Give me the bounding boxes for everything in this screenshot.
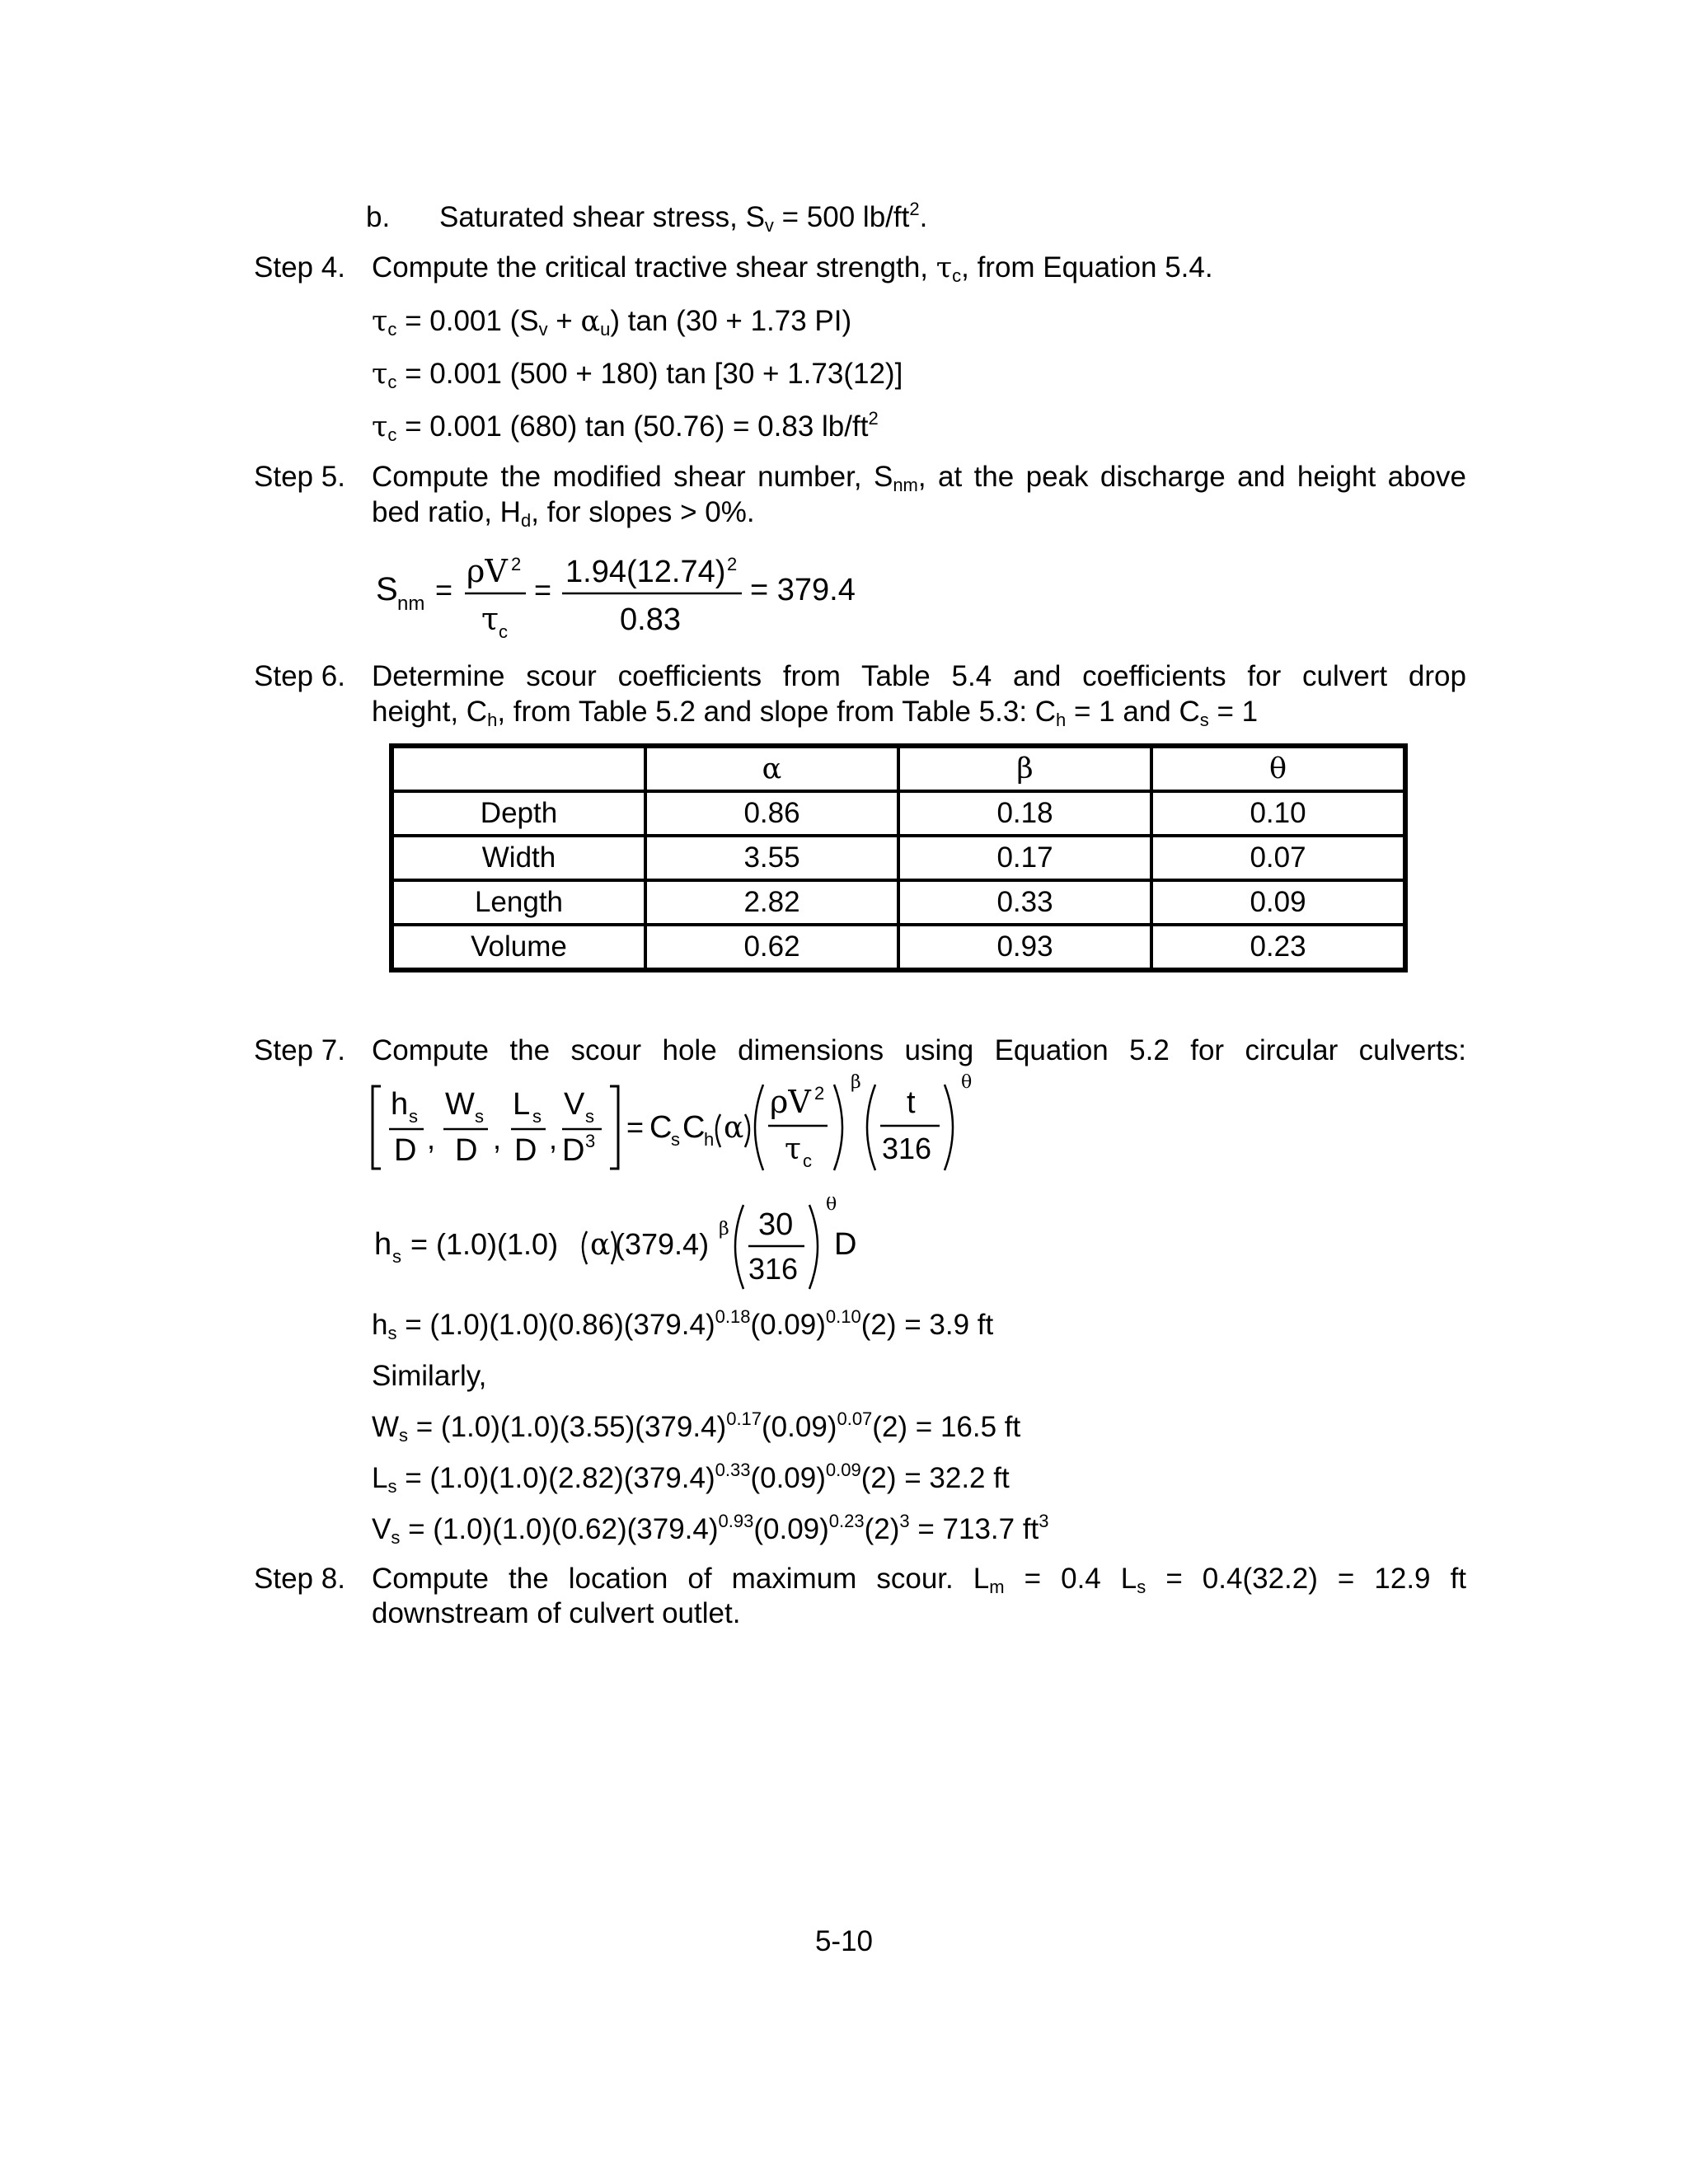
eq-comma-1: ,: [427, 1122, 436, 1155]
table-cell: 0.86: [645, 791, 898, 836]
step8-text-line-1: Compute the location of maximum scour. $L_m = 0.4$ $L_s = 0.4(32.2) = 12.9$ ft: [372, 1563, 1467, 1597]
eq-left-bracket: [373, 1086, 381, 1169]
table-cell: 2.82: [645, 880, 898, 925]
item-b-text: Saturated shear stress, $S_v = 500$ $lb/ft^2$.: [439, 199, 928, 236]
eq-hs-val: (379.4): [615, 1227, 710, 1261]
vs-calculation: $V_s = (1.0)(1.0)(0.62)(379.4)^{0.93}(0.09)^{0.23}(2)^3 = 713.7$ $ft^3$: [372, 1511, 1049, 1548]
step4-label: Step 4.: [254, 251, 345, 284]
ls-calculation: $L_s = (1.0)(1.0)(2.82)(379.4)^{0.33}(0.09)^{0.09}(2) = 32.2$ ft: [372, 1460, 1010, 1497]
table-cell: 0.23: [1151, 925, 1404, 969]
eq-c2-sub: h: [704, 1129, 715, 1150]
eq-theta: θ: [961, 1072, 973, 1093]
eq-hs-mid: = (1.0)(1.0): [410, 1227, 559, 1261]
eq-snm-lhs: S: [376, 571, 398, 607]
table-cell: 0.33: [898, 880, 1151, 925]
table-cell: 0.18: [898, 791, 1151, 836]
eq-snm-den2: 0.83: [620, 602, 681, 637]
page-number: 5-10: [814, 1925, 874, 1957]
hs-calculation: $h_s = (1.0)(1.0)(0.86)(379.4)^{0.18}(0.09)^{0.10}(2) = 3.9$ ft: [372, 1306, 994, 1343]
step5-label: Step 5.: [254, 461, 345, 493]
table-cell: 0.62: [645, 925, 898, 969]
step4-text: Compute the critical tractive shear strength, $\tau_c$, from Equation 5.4.: [372, 251, 1213, 286]
eq-snm-den1: τ: [481, 601, 499, 637]
similarly-text: Similarly,: [372, 1360, 487, 1392]
eq-v: V: [564, 1087, 585, 1122]
step6-text-line-2: height, $C_h$, from Table 5.2 and slope from Table 5.3: $C_h = 1$ and $C_s = 1$: [372, 696, 1259, 730]
eq-hs-lhs-sub: s: [392, 1246, 401, 1267]
eq-snm-equals-2: =: [534, 573, 552, 607]
eq-tau: τ: [785, 1132, 801, 1166]
table-cell: 3.55: [645, 836, 898, 880]
eq-snm-num2: 1.94(12.74): [565, 555, 726, 589]
table-cell: 0.93: [898, 925, 1151, 969]
step4-equation-3: $\tau_c = 0.001$ (680) tan (50.76) = 0.83 $lb/ft^2$: [372, 408, 879, 445]
table-cell: 0.17: [898, 836, 1151, 880]
eq-snm-den1-sub: c: [499, 621, 508, 642]
table-header-theta: θ: [1151, 747, 1404, 791]
eq-rhov-sup: 2: [814, 1083, 825, 1104]
eq-l-sub: s: [532, 1106, 542, 1127]
eq-snm-num1: ρV: [467, 553, 508, 589]
eq-hs-beta: β: [719, 1219, 729, 1240]
eq-w-sub: s: [475, 1106, 484, 1127]
table-cell: Depth: [392, 791, 645, 836]
table-header-row: [392, 747, 1404, 791]
eq-t-den: 316: [882, 1132, 932, 1165]
table-cell: 0.10: [1151, 791, 1404, 836]
eq-d1: D: [394, 1133, 417, 1168]
scour-general-equation: [363, 1071, 1006, 1183]
eq-h-sub: s: [409, 1106, 418, 1127]
item-b-label: b.: [366, 201, 391, 233]
ws-calculation: $W_s = (1.0)(1.0)(3.55)(379.4)^{0.17}(0.09)^{0.07}(2) = 16.5$ ft: [372, 1408, 1021, 1446]
eq-l: L: [513, 1087, 531, 1122]
eq-h: h: [391, 1087, 409, 1122]
eq-v-sub: s: [585, 1106, 594, 1127]
step8-label: Step 8.: [254, 1563, 345, 1595]
eq-d3: D: [514, 1133, 537, 1168]
eq-c1-sub: s: [671, 1129, 680, 1150]
eq-equals: =: [626, 1110, 645, 1144]
table-row: [392, 880, 1404, 925]
eq-hs-den: 316: [748, 1252, 799, 1286]
table-header-cell: [392, 747, 645, 791]
eq-c2: C: [682, 1110, 706, 1145]
eq-snm-result: = 379.4: [750, 573, 856, 607]
table-row: [392, 791, 1404, 836]
eq-rhov: ρV: [770, 1084, 811, 1120]
table-cell: 0.09: [1151, 880, 1404, 925]
eq-snm-equals-1: =: [435, 573, 453, 607]
step6-text-line-1: Determine scour coefficients from Table 5.4 and coefficients for culvert drop: [372, 660, 1466, 692]
step5-text-line-2: bed ratio, $H_d$, for slopes > 0%.: [372, 496, 755, 531]
eq-w: W: [445, 1087, 475, 1122]
eq-d-cubed: D: [562, 1133, 585, 1168]
step6-label: Step 6.: [254, 660, 345, 692]
table-row: [392, 836, 1404, 880]
eq-hs-d: D: [834, 1227, 857, 1262]
step5-text-line-1: Compute the modified shear number, $S_{nm}$, at the peak discharge and height above: [372, 461, 1466, 495]
scour-coefficients-table: [389, 743, 1408, 972]
table-cell: Volume: [392, 925, 645, 969]
step4-equation-2: $\tau_c = 0.001$ (500 + 180) tan [30 + 1.73(12)]: [372, 358, 903, 392]
eq-c1: C: [649, 1110, 673, 1145]
step7-text-line-1: Compute the scour hole dimensions using Equation 5.2 for circular culverts:: [372, 1034, 1466, 1066]
shear-number-equation: [363, 544, 890, 647]
eq-right-bracket: [610, 1086, 618, 1169]
table-header-alpha: α: [645, 747, 898, 791]
table-cell: 0.07: [1151, 836, 1404, 880]
table-header-beta: β: [898, 747, 1151, 791]
eq-snm-num1-sup: 2: [511, 554, 522, 574]
eq-t: t: [907, 1085, 916, 1120]
eq-hs-theta: θ: [826, 1197, 837, 1215]
eq-hs-alpha: α: [590, 1228, 611, 1262]
table-cell: Width: [392, 836, 645, 880]
step4-equation-1: $\tau_c = 0.001$ $(S_v + \alpha_u)$ tan (30 + 1.73 PI): [372, 305, 852, 340]
step8-text-line-2: downstream of culvert outlet.: [372, 1597, 741, 1629]
table-cell: Length: [392, 880, 645, 925]
eq-tau-sub: c: [803, 1151, 812, 1171]
eq-d-cubed-sup: 3: [585, 1131, 596, 1151]
step7-label: Step 7.: [254, 1034, 345, 1066]
eq-d2: D: [455, 1133, 478, 1168]
eq-hs-num: 30: [758, 1207, 794, 1242]
eq-hs-lhs: h: [374, 1227, 392, 1262]
eq-snm-num2-sup: 2: [727, 554, 738, 574]
hs-equation: [363, 1197, 890, 1300]
eq-alpha: α: [724, 1111, 744, 1145]
eq-comma-3: ,: [549, 1122, 558, 1155]
eq-comma-2: ,: [493, 1122, 502, 1155]
eq-beta: β: [851, 1072, 861, 1093]
eq-snm-lhs-sub: nm: [397, 593, 425, 615]
table-row: [392, 925, 1404, 969]
